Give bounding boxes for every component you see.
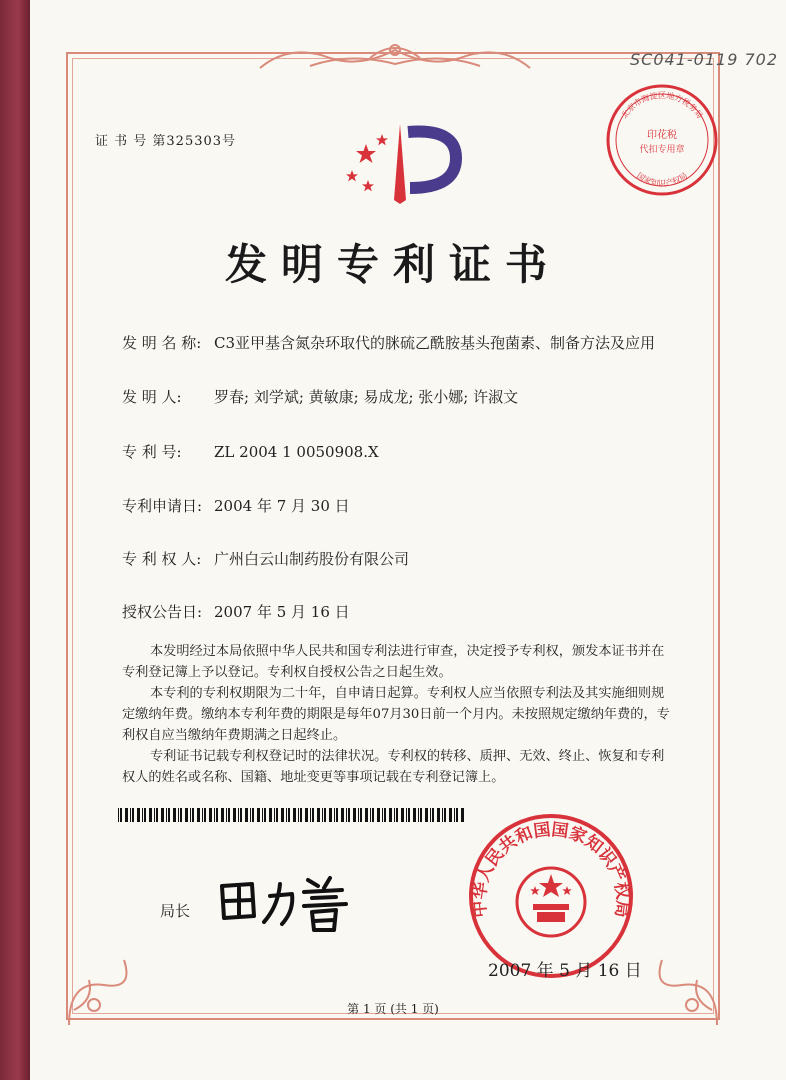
barcode-bar [312,808,314,822]
barcode-bar [298,808,299,822]
barcode-bar [360,808,362,822]
barcode-bar [384,808,386,822]
barcode-bar [166,808,167,822]
barcode-bar [396,808,398,822]
barcode-bar [178,808,179,822]
barcode-bar [269,808,272,822]
barcode-bar [228,808,230,822]
paragraph-term-fees: 本专利的专利权期限为二十年，自申请日起算。专利权人应当依照专利法及其实施细则规定缴纳年费。缴纳本专利年费的期限是每年07月30日前一个月内。未按照规定缴纳年费的，专利权自应当缴纳年费期满之日起终止。 [122,686,670,743]
barcode-bar [233,808,236,822]
barcode-bar [161,808,164,822]
barcode-bar [185,808,188,822]
barcode-bar [149,808,152,822]
barcode-bar [418,808,419,822]
barcode-bar [288,808,290,822]
patent-office-logo [338,118,464,210]
barcode-bar [353,808,356,822]
barcode-bar [144,808,146,822]
barcode-bar [442,808,443,822]
barcode-bar [173,808,176,822]
barcode-bar [293,808,296,822]
barcode-bar [250,808,251,822]
barcode-bar [389,808,392,822]
barcode-bar [348,808,350,822]
barcode-bar [221,808,224,822]
barcode-bar [408,808,410,822]
director-signature [212,866,362,936]
certificate-title: 发明专利证书 [224,240,561,289]
barcode-bar [413,808,416,822]
barcode-bar [274,808,275,822]
barcode-bar [120,808,122,822]
barcode-bar [226,808,227,822]
svg-text:国家知识产权局: 国家知识产权局 [634,170,690,188]
barcode-bar [180,808,182,822]
barcode-bar [252,808,254,822]
barcode-bar [370,808,371,822]
barcode-bar [118,808,119,822]
barcode-bar [281,808,284,822]
paragraph-grant-statement: 本发明经过本局依照中华人民共和国专利法进行审查，决定授予专利权，颁发本证书并在专利登记簿上予以登记。专利权自授权公告之日起生效。 [122,644,665,680]
barcode-bar [125,808,128,822]
barcode-bar [142,808,143,822]
field-value: C3亚甲基含氮杂环取代的脒硫乙酰胺基头孢菌素、制备方法及应用 [214,334,656,352]
barcode-bar [372,808,374,822]
barcode-bar [202,808,203,822]
barcode-bar [137,808,140,822]
field-patentee [122,548,409,569]
svg-text:中华人民共和国国家知识产权局: 中华人民共和国国家知识产权局 [469,819,633,919]
field-inventors [122,386,518,407]
barcode-bar [430,808,431,822]
field-value: 罗春; 刘学斌; 黄敏康; 易成龙; 张小娜; 许淑文 [214,388,519,406]
field-value: ZL 2004 1 0050908.X [214,443,379,461]
field-value: 2007 年 5 月 16 日 [214,603,350,621]
barcode-bar [264,808,266,822]
barcode-bar [420,808,422,822]
barcode-bar [286,808,287,822]
field-grant-date [122,601,350,622]
barcode-bar [358,808,359,822]
barcode-bar [336,808,338,822]
binding-strip [0,0,30,1080]
barcode-bar [214,808,215,822]
barcode-bar [346,808,347,822]
barcode-bar [197,808,200,822]
barcode-bar [156,808,158,822]
svg-text:印花税: 印花税 [647,130,677,141]
barcode-bar [317,808,320,822]
director-label: 局长 [160,902,191,920]
handwritten-reference-note: SC041-0119 702 [630,50,778,69]
barcode-bar [329,808,332,822]
barcode-bar [382,808,383,822]
barcode-bar [192,808,194,822]
certificate-number: 证 书 号 第325303号 [95,134,237,149]
national-ip-office-seal [467,812,635,980]
barcode-bar [322,808,323,822]
barcode-bar [216,808,218,822]
barcode-bar [334,808,335,822]
field-label: 专利申请日: [122,497,203,515]
barcode [118,808,466,822]
barcode-bar [394,808,395,822]
barcode-bar [130,808,131,822]
field-patent-number [122,441,379,462]
top-ornament [250,38,540,78]
barcode-bar [456,808,458,822]
barcode-bar [444,808,446,822]
barcode-bar [300,808,302,822]
barcode-bar [432,808,434,822]
svg-text:北京市海淀区地方税务局: 北京市海淀区地方税务局 [619,91,705,121]
field-invention-name [122,332,655,353]
field-label: 发 明 名 称: [122,334,202,352]
barcode-bar [238,808,239,822]
barcode-bar [401,808,404,822]
barcode-bar [365,808,368,822]
barcode-bar [168,808,170,822]
page-number: 第 1 页 (共 1 页) [347,1002,439,1016]
barcode-bar [310,808,311,822]
field-application-date [122,495,350,516]
barcode-bar [406,808,407,822]
issue-date: 2007 年 5 月 16 日 [488,961,642,981]
barcode-bar [454,808,455,822]
field-label: 专 利 权 人: [122,550,202,568]
barcode-bar [132,808,134,822]
barcode-bar [209,808,212,822]
field-value: 2004 年 7 月 30 日 [214,497,350,515]
field-label: 发 明 人: [122,388,182,406]
barcode-bar [154,808,155,822]
barcode-bar [437,808,440,822]
barcode-bar [257,808,260,822]
barcode-bar [305,808,308,822]
field-value: 广州白云山制药股份有限公司 [214,550,410,568]
barcode-bar [449,808,452,822]
field-label: 专 利 号: [122,443,182,461]
paragraph-legal-status: 专利证书记载专利权登记时的法律状况。专利权的转移、质押、无效、终止、恢复和专利权人的姓名或名称、国籍、地址变更等事项记载在专利登记簿上。 [122,749,665,785]
barcode-bar [190,808,191,822]
barcode-bar [262,808,263,822]
barcode-bar [425,808,428,822]
barcode-bar [204,808,206,822]
tax-seal-stamp [604,82,720,198]
barcode-bar [324,808,326,822]
barcode-bar [377,808,380,822]
barcode-bar [240,808,242,822]
barcode-bar [341,808,344,822]
svg-text:代扣专用章: 代扣专用章 [639,145,685,155]
barcode-bar [276,808,278,822]
field-label: 授权公告日: [122,603,203,621]
barcode-bar [461,808,464,822]
barcode-bar [245,808,248,822]
